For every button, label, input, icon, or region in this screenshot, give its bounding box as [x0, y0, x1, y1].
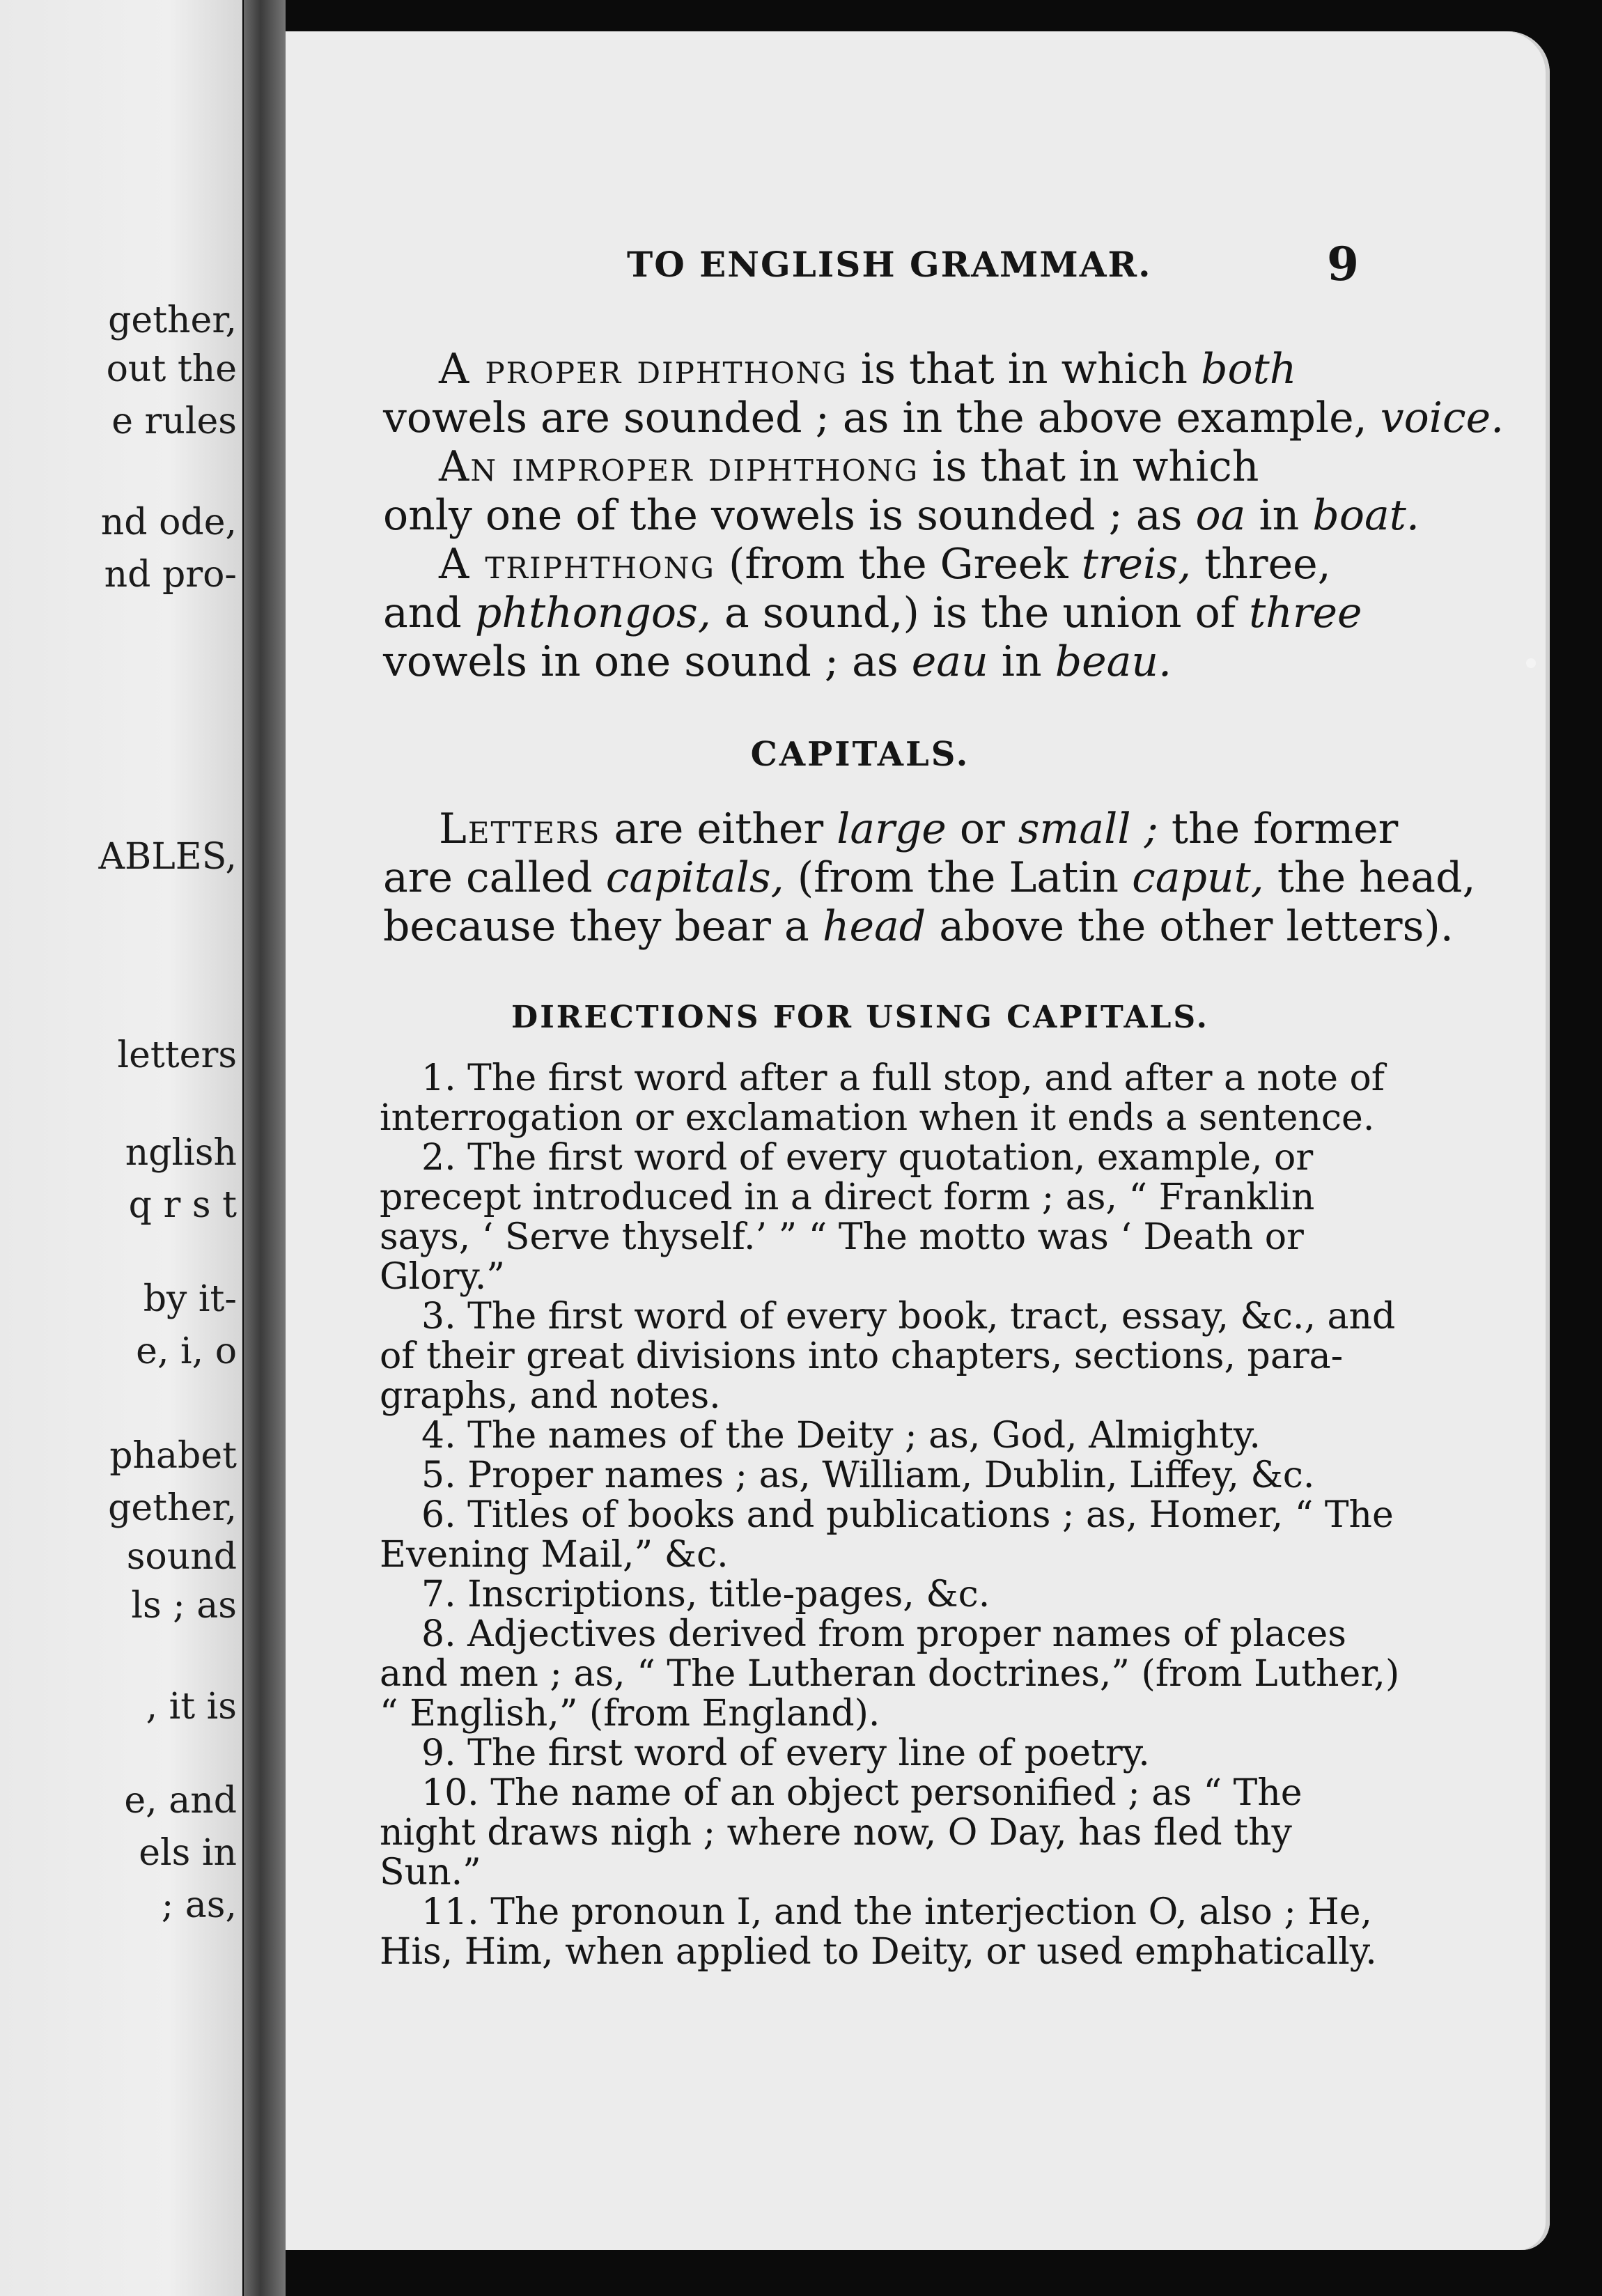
rule-line: and men ; as, “ The Lutheran doctrines,” (from Luther,): [380, 1653, 1400, 1695]
rule-line: 8. Adjectives derived from proper names of places: [421, 1613, 1346, 1655]
capitalization-rule: [380, 1296, 1396, 1417]
capitalization-rule: [380, 1734, 1383, 1774]
page-number: 9: [1327, 237, 1359, 291]
running-head: TO ENGLISH GRAMMAR.: [627, 244, 1152, 285]
rule-line: precept introduced in a direct form ; as, “ Franklin: [380, 1177, 1315, 1218]
page-header: [286, 237, 1550, 300]
previous-page-text-fragment: gether,: [108, 300, 237, 341]
rule-line: Sun.”: [380, 1852, 481, 1893]
previous-page-text-fragment: sound: [126, 1536, 237, 1578]
capitalization-rule: [380, 1613, 1400, 1735]
rules-list: [380, 1057, 1400, 1973]
rule-line: night draws nigh ; where now, O Day, has fled thy: [380, 1812, 1292, 1854]
previous-page-text-fragment: by it-: [143, 1278, 237, 1320]
book-spine: [244, 0, 286, 2296]
previous-page-text-fragment: ABLES,: [98, 836, 237, 878]
rule-line: Evening Mail,” &c.: [380, 1534, 729, 1576]
capitals-paragraph: Letters are either large or small ; the former are called capitals, (from the Latin caput, the head, because they bear a head above the other letters).: [383, 805, 1476, 951]
capitalization-rule: [380, 1059, 1383, 1138]
previous-page-text-fragment: e rules: [111, 401, 237, 442]
capitalization-rule: [380, 1456, 1383, 1496]
capitalization-rule: [380, 1494, 1394, 1576]
rule-line: 6. Titles of books and publications ; as, Homer, “ The: [421, 1494, 1394, 1536]
previous-page-text-fragment: nd ode,: [100, 502, 237, 543]
previous-page-text-fragment: e, and: [124, 1780, 237, 1822]
rule-line: 4. The names of the Deity ; as, God, Almighty.: [421, 1415, 1261, 1457]
capitalization-rule: [380, 1893, 1383, 1972]
capitalization-rule: [380, 1774, 1383, 1893]
capitalization-rule: [380, 1416, 1383, 1456]
rule-line: 10. The name of an object personified ; as “ The: [421, 1772, 1302, 1814]
capitalization-rule: [380, 1138, 1383, 1297]
previous-page-text-fragment: ; as,: [161, 1884, 237, 1926]
defined-term: A proper diphthong: [439, 345, 848, 394]
rule-line: 3. The first word of every book, tract, essay, &c., and: [421, 1296, 1396, 1337]
defined-term: A triphthong: [439, 540, 715, 589]
rule-line: of their great divisions into chapters, sections, para-: [380, 1335, 1344, 1377]
previous-page-text-fragment: els in: [139, 1832, 237, 1874]
previous-page-text-fragment: q r s t: [128, 1184, 237, 1226]
rule-line: 2. The first word of every quotation, example, or: [421, 1137, 1314, 1179]
rule-line: 7. Inscriptions, title-pages, &c.: [421, 1574, 990, 1615]
capitalization-rule: [380, 1575, 1383, 1615]
previous-page-text-fragment: out the: [106, 348, 237, 390]
rule-line: graphs, and notes.: [380, 1375, 721, 1417]
previous-page-text-fragment: , it is: [146, 1686, 237, 1728]
rule-line: Glory.”: [380, 1256, 505, 1298]
rule-line: 5. Proper names ; as, William, Dublin, Liffey, &c.: [421, 1455, 1315, 1496]
rule-line: 11. The pronoun I, and the interjection O, also ; He,: [421, 1891, 1373, 1933]
triphthong-paragraph: A triphthong (from the Greek treis, three, and phthongos, a sound,) is the union of three vowels in one sound ; as eau in beau.: [383, 540, 1362, 686]
speck: [1526, 658, 1536, 668]
rule-line: says, ‘ Serve thyself.’ ” “ The motto was ‘ Death or: [380, 1216, 1304, 1258]
previous-page-text-fragment: e, i, o: [136, 1331, 237, 1372]
previous-page-text-fragment: letters: [117, 1034, 237, 1076]
proper-diphthong-paragraph: A proper diphthong is that in which both vowels are sounded ; as in the above example, voice.: [383, 345, 1504, 442]
previous-page-text-fragment: ls ; as: [131, 1585, 237, 1627]
improper-diphthong-paragraph: An improper diphthong is that in which only one of the vowels is sounded ; as oa in boat.: [383, 442, 1420, 540]
section-heading-capitals: CAPITALS.: [750, 735, 970, 774]
rule-line: 9. The first word of every line of poetry.: [421, 1732, 1150, 1774]
rule-line: “ English,” (from England).: [380, 1693, 880, 1735]
previous-page-edge: [0, 0, 242, 2296]
previous-page-text-fragment: gether,: [108, 1487, 237, 1529]
previous-page-text-fragment: nd pro-: [104, 554, 237, 596]
previous-page-text-fragment: phabet: [109, 1435, 237, 1477]
rule-line: 1. The first word after a full stop, and after a note of: [421, 1057, 1385, 1099]
rule-line: His, Him, when applied to Deity, or used emphatically.: [380, 1931, 1377, 1973]
book-page: [286, 31, 1550, 2250]
defined-term: An improper diphthong: [439, 442, 919, 491]
previous-page-text-fragment: nglish: [125, 1132, 237, 1174]
section-heading-directions: DIRECTIONS FOR USING CAPITALS.: [511, 1000, 1209, 1035]
defined-term: Letters: [439, 805, 601, 853]
rule-line: interrogation or exclamation when it ends a sentence.: [380, 1097, 1375, 1139]
